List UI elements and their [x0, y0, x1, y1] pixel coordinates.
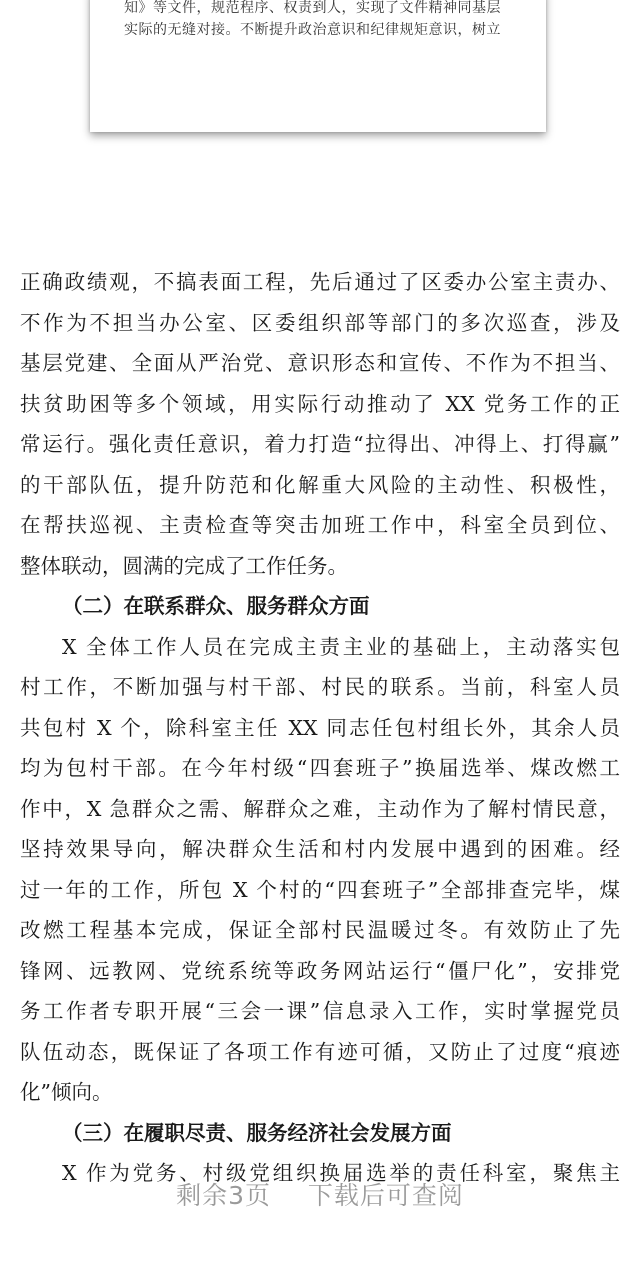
text-line: 正确政绩观，不搞表面工程，先后通过了区委办公室主责办、 [20, 270, 620, 294]
preview-area [0, 0, 640, 160]
text-line: 的干部队伍，提升防范和化解重大风险的主动性、积极性， [20, 472, 620, 497]
text-line: 务工作者专职开展“三会一课”信息录入工作，实时掌握党员 [20, 999, 620, 1023]
text-line: 改燃工程基本完成，保证全部村民温暖过冬。有效防止了先 [20, 918, 620, 942]
preview-line: 实际的无缝对接。不断提升政治意识和纪律规矩意识，树立 [124, 22, 501, 38]
text-line: 不作为不担当办公室、区委组织部等部门的多次巡查，涉及 [20, 310, 620, 335]
document-body [20, 262, 620, 1194]
text-line: 常运行。强化责任意识，着力打造“拉得出、冲得上、打得赢” [20, 432, 620, 456]
text-line: 化”倾向。 [20, 1080, 113, 1104]
download-to-view-label[interactable]: 下载后可查阅 [307, 1181, 464, 1210]
section-heading-3: （三）在履职尽责、服务经济社会发展方面 [62, 1120, 452, 1145]
preview-line: 知》等文件，规范程序、权责到人，实现了文件精神同基层 [124, 0, 501, 16]
text-line: X 全体工作人员在完成主责主业的基础上，主动落实包 [62, 634, 620, 659]
text-line: 过一年的工作，所包 X 个村的“四套班子”全部排查完毕，煤 [20, 877, 620, 902]
paragraph-1 [20, 262, 620, 586]
text-line: 作中，X 急群众之需、解群众之难，主动作为了解村情民意， [20, 796, 620, 821]
text-line: 村工作，不断加强与村干部、村民的联系。当前，科室人员 [20, 675, 620, 699]
text-line: 扶贫助困等多个领域，用实际行动推动了 XX 党务工作的正 [20, 391, 620, 416]
paragraph-2 [20, 627, 620, 1113]
text-line: 整体联动，圆满的完成了工作任务。 [20, 553, 348, 578]
download-prompt[interactable] [0, 1176, 640, 1216]
text-line: 基层党建、全面从严治党、意识形态和宣传、不作为不担当、 [20, 351, 620, 375]
text-line: 队伍动态，既保证了各项工作有迹可循，又防止了过度“痕迹 [20, 1039, 620, 1064]
text-line: 坚持效果导向，解决群众生活和村内发展中遇到的困难。经 [20, 837, 620, 861]
text-line: 均为包村干部。在今年村级“四套班子”换届选举、煤改燃工 [20, 756, 620, 780]
text-line: 锋网、远教网、党统系统等政务网站运行“僵尸化”，安排党 [20, 958, 620, 983]
remaining-pages-label[interactable]: 剩余3页 [176, 1181, 271, 1210]
text-line: 在帮扶巡视、主责检查等突击加班工作中，科室全员到位、 [20, 513, 620, 537]
section-heading-2: （二）在联系群众、服务群众方面 [62, 594, 370, 618]
text-line: X 作为党务、村级党组织换届选举的责任科室，聚焦主 [62, 1161, 620, 1185]
text-line: 共包村 X 个，除科室主任 XX 同志任包村组长外，其余人员 [20, 715, 620, 740]
page-preview-card [90, 0, 546, 132]
